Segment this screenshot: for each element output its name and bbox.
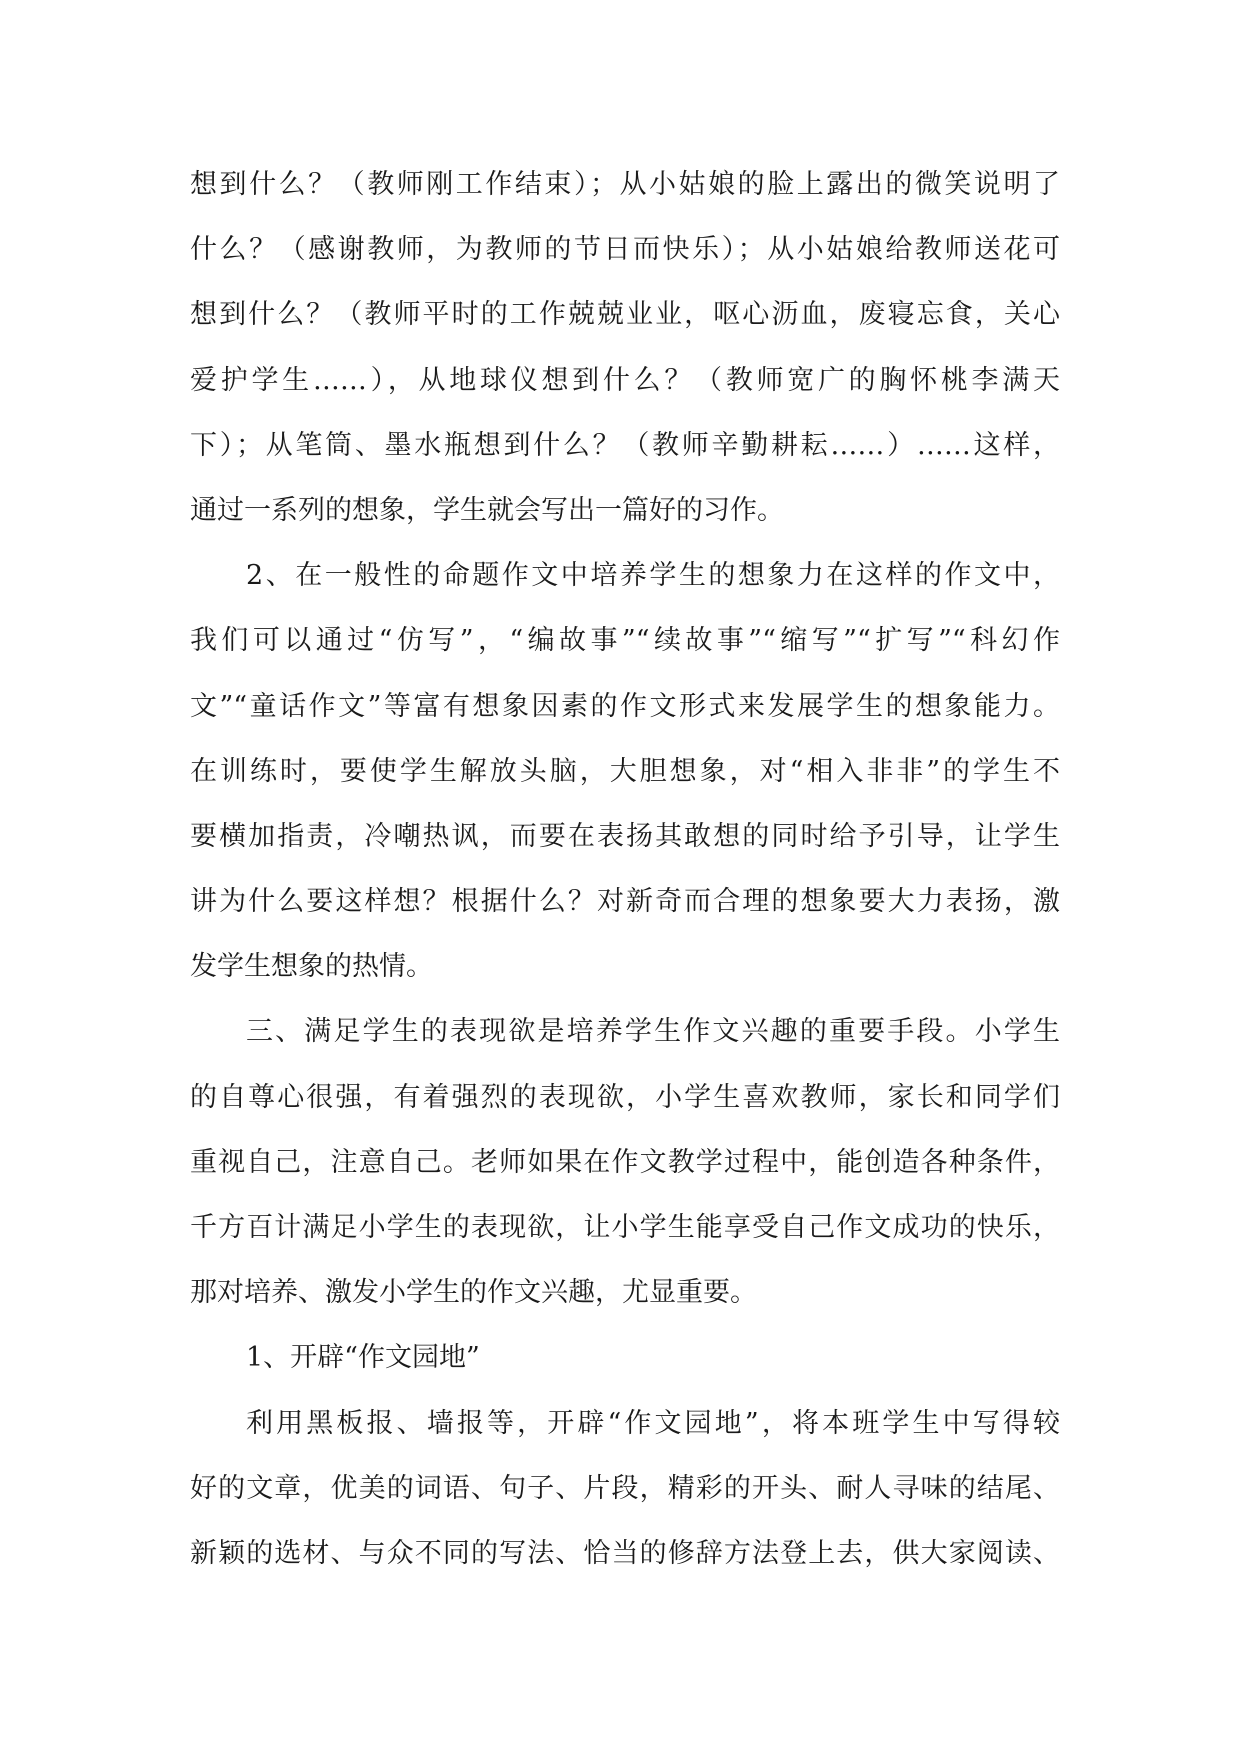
paragraph-start-line: 2、在一般性的命题作文中培养学生的想象力在这样的作文中，	[246, 560, 1060, 592]
text-line: 新颖的选材、与众不同的写法、恰当的修辞方法登上去，供大家阅读、	[190, 1537, 1060, 1569]
text-line: 那对培养、激发小学生的作文兴趣，尤显重要。	[190, 1277, 757, 1309]
text-line: 要横加指责，冷嘲热讽，而要在表扬其敢想的同时给予引导，让学生	[190, 820, 1060, 852]
text-line: 我们可以通过“仿写”，“编故事”“续故事”“缩写”“扩写”“科幻作	[190, 625, 1060, 657]
text-line: 在训练时，要使学生解放头脑，大胆想象，对“相入非非”的学生不	[190, 755, 1060, 787]
text-line: 发学生想象的热情。	[190, 951, 433, 983]
text-line: 讲为什么要这样想？根据什么？对新奇而合理的想象要大力表扬，激	[190, 886, 1060, 918]
text-line: 想到什么？（教师平时的工作兢兢业业，呕心沥血，废寝忘食，关心	[190, 299, 1060, 331]
text-line: 什么？（感谢教师，为教师的节日而快乐）；从小姑娘给教师送花可	[190, 234, 1060, 266]
text-line: 重视自己，注意自己。老师如果在作文教学过程中，能创造各种条件，	[190, 1146, 1060, 1178]
text-line: 千方百计满足小学生的表现欲，让小学生能享受自己作文成功的快乐，	[190, 1212, 1060, 1243]
text-line: 想到什么？（教师刚工作结束）；从小姑娘的脸上露出的微笑说明了	[190, 169, 1060, 200]
text-line: 的自尊心很强，有着强烈的表现欲，小学生喜欢教师，家长和同学们	[190, 1081, 1060, 1113]
text-line: 好的文章，优美的词语、句子、片段，精彩的开头、耐人寻味的结尾、	[190, 1472, 1060, 1504]
text-line: 文”“童话作文”等富有想象因素的作文形式来发展学生的想象能力。	[190, 690, 1060, 722]
section-heading: 1、开辟“作文园地”	[246, 1342, 480, 1374]
text-line: 爱护学生……），从地球仪想到什么？（教师宽广的胸怀桃李满天	[190, 364, 1060, 396]
paragraph-start-line: 利用黑板报、墙报等，开辟“作文园地”，将本班学生中写得较	[246, 1407, 1060, 1439]
text-line: 通过一系列的想象，学生就会写出一篇好的习作。	[190, 494, 784, 526]
paragraph-start-line: 三、满足学生的表现欲是培养学生作文兴趣的重要手段。小学生	[246, 1016, 1060, 1048]
document-body	[190, 152, 1060, 1586]
text-line: 下）；从笔筒、墨水瓶想到什么？（教师辛勤耕耘……）……这样，	[190, 429, 1060, 461]
